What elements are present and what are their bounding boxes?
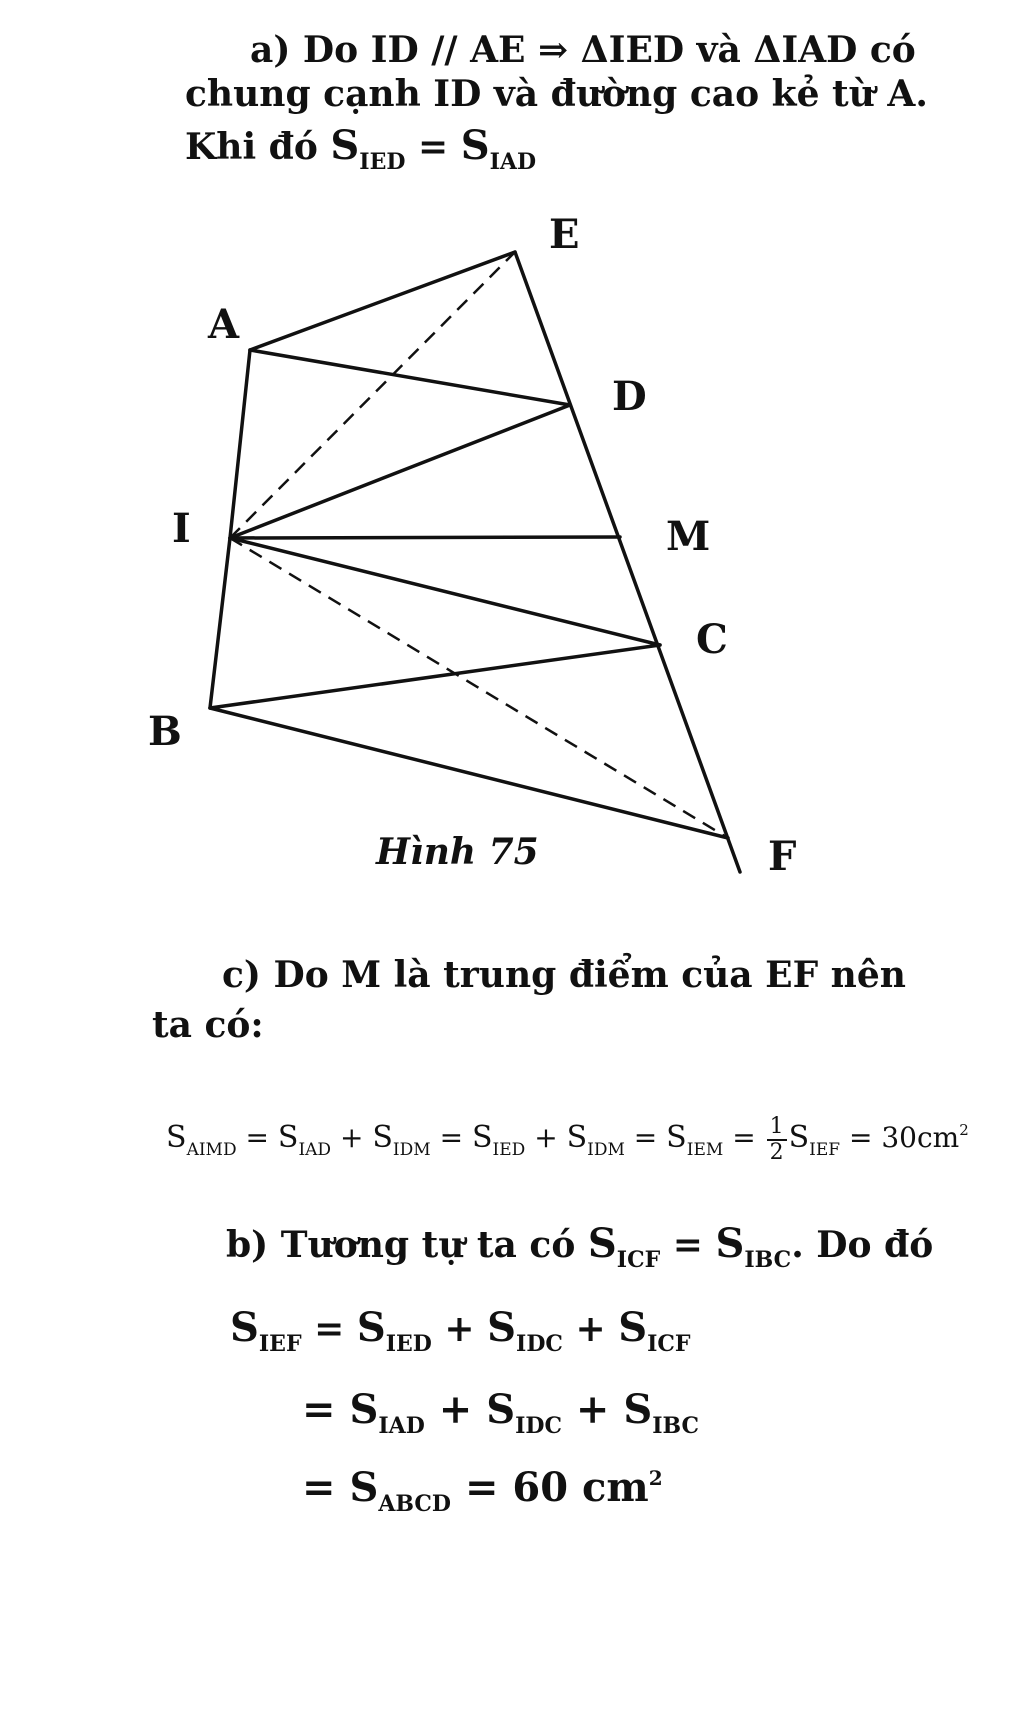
part-b-line-1 (226, 1220, 934, 1273)
area-symbol: S (666, 1120, 687, 1155)
subscript: IED (359, 149, 406, 175)
dashed-IE (230, 252, 515, 538)
area-symbol: S (623, 1386, 653, 1433)
part-b-line-2 (230, 1304, 691, 1357)
segment-IC (230, 538, 660, 645)
label-C: C (696, 616, 728, 663)
area-symbol: S (330, 122, 360, 169)
equals-sign: = (439, 1121, 464, 1154)
segment-EF (515, 252, 740, 872)
figure-caption: Hình 75 (376, 831, 539, 873)
area-symbol: S (349, 1386, 379, 1433)
area-symbol: S (166, 1120, 187, 1155)
equals-sign: = (302, 1386, 336, 1433)
label-E: E (549, 211, 580, 258)
area-symbol: S (230, 1304, 259, 1351)
plus-sign: + (534, 1121, 558, 1154)
part-c-line-1: c) Do M là trung điểm của EF nên (222, 954, 906, 996)
plus-sign: + (438, 1386, 473, 1433)
part-a-line-2: chung cạnh ID và đường cao kẻ từ A. (185, 73, 928, 115)
subscript: IEF (258, 1331, 302, 1357)
equals-sign: = (732, 1121, 756, 1154)
equals-sign: = (672, 1224, 703, 1266)
area-symbol: S (788, 1120, 810, 1155)
subscript: AIMD (186, 1140, 237, 1160)
subscript: IDM (587, 1140, 625, 1160)
exponent: 2 (959, 1121, 969, 1139)
segment-IM (230, 537, 620, 538)
subscript: IBC (744, 1247, 792, 1273)
label-F: F (768, 833, 797, 880)
area-symbol: S (277, 1120, 299, 1155)
subscript: ICF (616, 1247, 661, 1273)
fraction-denominator: 2 (769, 1139, 784, 1165)
equals-sign: = (633, 1121, 658, 1154)
equals-sign: = (464, 1464, 499, 1511)
part-a-khi-do: Khi đó (185, 126, 318, 168)
subscript: IED (385, 1331, 432, 1357)
label-B: B (148, 708, 182, 755)
formula-result: = 30cm (848, 1121, 960, 1154)
subscript: IEM (686, 1140, 724, 1160)
part-b-line-4 (302, 1464, 663, 1517)
dashed-IF (230, 538, 728, 838)
equals-sign: = (417, 126, 449, 168)
part-c-formula (166, 1108, 969, 1168)
part-b-intro: b) Tương tự ta có (226, 1224, 576, 1266)
label-A: A (208, 301, 240, 348)
subscript: IEF (809, 1140, 841, 1160)
subscript: ICF (647, 1331, 691, 1357)
plus-sign: + (444, 1308, 475, 1350)
area-symbol: S (715, 1220, 745, 1267)
segment-AE (250, 252, 515, 350)
area-symbol: S (460, 122, 490, 169)
area-symbol: S (471, 1120, 493, 1155)
segment-BC (210, 645, 660, 708)
fraction-one-half (767, 1115, 787, 1165)
part-a-line-1: a) Do ID // AE ⇒ ΔIED và ΔIAD có (250, 29, 916, 71)
fraction-numerator: 1 (767, 1115, 787, 1141)
segment-AI (230, 350, 250, 538)
label-D: D (612, 373, 647, 420)
subscript: ABCD (378, 1491, 452, 1517)
part-b-line-3 (302, 1386, 700, 1439)
label-M: M (666, 513, 711, 560)
part-c-line-2: ta có: (152, 1004, 264, 1046)
area-symbol: S (487, 1304, 517, 1351)
subscript: IDC (515, 1413, 562, 1439)
subscript: IED (492, 1140, 526, 1160)
area-symbol: S (356, 1304, 386, 1351)
plus-sign: + (575, 1308, 606, 1350)
equals-sign: = (302, 1464, 336, 1511)
segment-BF (210, 708, 728, 838)
subscript: IAD (489, 149, 537, 175)
equals-sign: = (245, 1121, 269, 1154)
label-I: I (172, 505, 191, 552)
equals-sign: = (314, 1308, 345, 1350)
subscript: IBC (652, 1413, 700, 1439)
area-symbol: S (486, 1386, 516, 1433)
final-result: 60 cm (512, 1464, 649, 1511)
plus-sign: + (339, 1121, 364, 1154)
exponent: 2 (648, 1466, 663, 1490)
area-symbol: S (587, 1220, 617, 1267)
subscript: IAD (378, 1413, 425, 1439)
segment-ID (230, 405, 570, 538)
subscript: IDC (516, 1331, 563, 1357)
area-symbol: S (372, 1120, 393, 1155)
area-symbol: S (618, 1304, 648, 1351)
part-b-do-do: . Do đó (791, 1224, 934, 1266)
area-symbol: S (566, 1120, 588, 1155)
segment-IB (210, 538, 230, 708)
plus-sign: + (575, 1386, 610, 1433)
area-symbol: S (349, 1464, 379, 1511)
subscript: IAD (298, 1140, 332, 1160)
subscript: IDM (392, 1140, 431, 1160)
